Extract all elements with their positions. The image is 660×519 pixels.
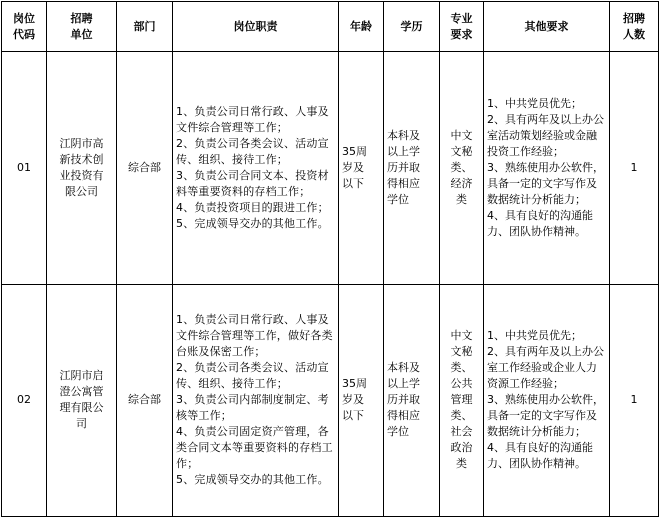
cell-major: 中文 文秘 类、 经济 类 (440, 52, 484, 285)
header-row (2, 2, 659, 52)
recruitment-table (1, 1, 659, 517)
cell-age: 35周 岁及 以下 (339, 284, 384, 517)
header-other: 其他要求 (484, 2, 610, 52)
cell-other: 1、中共党员优先； 2、具有两年及以上办公室工作经验或企业人力资源工作经验； 3、熟练使用办公软件，具备一定的文字写作及数据统计分析能力； 4、具有良好的沟通能力、团队协作精神。 (484, 284, 610, 517)
cell-duty: 1、负责公司日常行政、人事及文件综合管理等工作，做好各类台账及保密工作； 2、负责公司各类会议、活动宣传、组织、接待工作； 3、负责公司内部制度制定、考核等工作； 4、负责公司固定资产管理，各类合同文本等重要资料的存档工作； 5、完成领导交办的其他工作。 (173, 284, 339, 517)
cell-count: 1 (610, 52, 659, 285)
cell-code: 01 (2, 52, 47, 285)
cell-unit: 江阴市高 新技术创 业投资有 限公司 (47, 52, 117, 285)
cell-other: 1、中共党员优先； 2、具有两年及以上办公室活动策划经验或金融投资工作经验； 3、熟练使用办公软件，具备一定的文字写作及数据统计分析能力； 4、具有良好的沟通能力、团队协作精神。 (484, 52, 610, 285)
header-count: 招聘 人数 (610, 2, 659, 52)
cell-duty: 1、负责公司日常行政、人事及文件综合管理等工作； 2、负责公司各类会议、活动宣传、组织、接待工作； 3、负责公司合同文本、投资材料等重要资料的存档工作； 4、负责投资项目的跟进工作； 5、完成领导交办的其他工作。 (173, 52, 339, 285)
cell-code: 02 (2, 284, 47, 517)
header-duty: 岗位职责 (173, 2, 339, 52)
header-code: 岗位 代码 (2, 2, 47, 52)
cell-dept: 综合部 (117, 284, 173, 517)
header-major: 专业 要求 (440, 2, 484, 52)
cell-unit: 江阴市启 澄公寓管 理有限公 司 (47, 284, 117, 517)
header-edu: 学历 (384, 2, 440, 52)
table-row (2, 52, 659, 285)
cell-major: 中文 文秘 类、 公共 管理 类、 社会 政治 类 (440, 284, 484, 517)
table-row (2, 284, 659, 517)
cell-dept: 综合部 (117, 52, 173, 285)
header-unit: 招聘 单位 (47, 2, 117, 52)
cell-edu: 本科及 以上学 历并取 得相应 学位 (384, 52, 440, 285)
header-age: 年龄 (339, 2, 384, 52)
cell-count: 1 (610, 284, 659, 517)
header-dept: 部门 (117, 2, 173, 52)
cell-edu: 本科及 以上学 历并取 得相应 学位 (384, 284, 440, 517)
cell-age: 35周 岁及 以下 (339, 52, 384, 285)
